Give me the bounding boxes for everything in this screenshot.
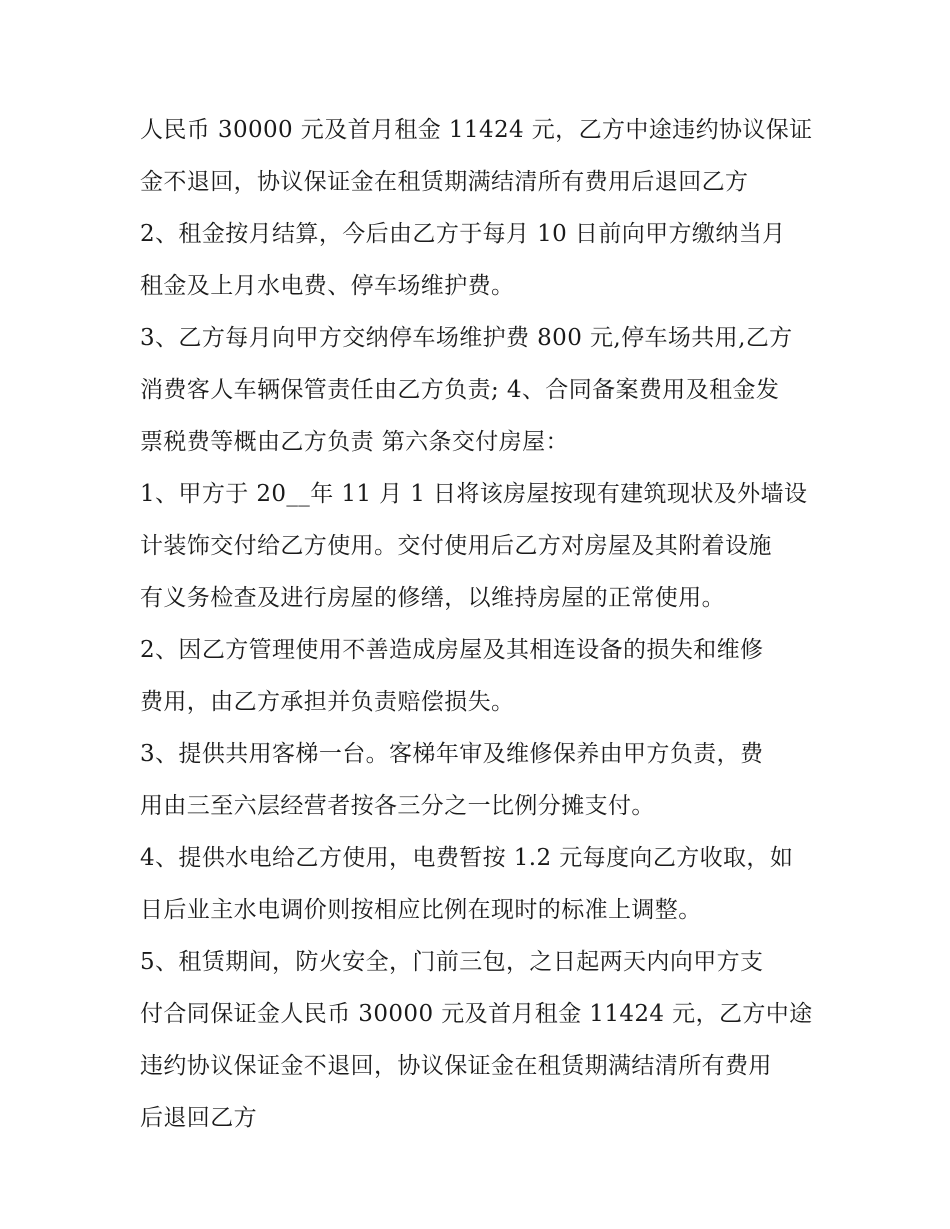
text-line: 4、提供水电给乙方使用，电费暂按 1.2 元每度向乙方收取，如 bbox=[140, 845, 794, 871]
text-line: 票税费等概由乙方负责 第六条交付房屋： bbox=[140, 429, 569, 455]
text-line: 违约协议保证金不退回，协议保证金在租赁期满结清所有费用 bbox=[140, 1053, 772, 1079]
text-line: 2、因乙方管理使用不善造成房屋及其相连设备的损失和维修 bbox=[140, 637, 764, 663]
text-line: 付合同保证金人民币 30000 元及首月租金 11424 元，乙方中途 bbox=[140, 1001, 813, 1027]
text-line: 后退回乙方 bbox=[140, 1105, 257, 1131]
text-line: 1、甲方于 20__年 11 月 1 日将该房屋按现有建筑现状及外墙设 bbox=[140, 481, 808, 507]
text-line: 消费客人车辆保管责任由乙方负责; 4、合同备案费用及租金发 bbox=[140, 377, 780, 403]
text-line: 3、提供共用客梯一台。客梯年审及维修保养由甲方负责，费 bbox=[140, 741, 764, 767]
text-line: 费用，由乙方承担并负责赔偿损失。 bbox=[140, 689, 515, 715]
text-line: 3、乙方每月向甲方交纳停车场维护费 800 元,停车场共用,乙方 bbox=[140, 325, 793, 351]
text-line: 2、租金按月结算，今后由乙方于每月 10 日前向甲方缴纳当月 bbox=[140, 221, 786, 247]
text-line: 有义务检查及进行房屋的修缮，以维持房屋的正常使用。 bbox=[140, 585, 725, 611]
text-line: 金不退回，协议保证金在租赁期满结清所有费用后退回乙方 bbox=[140, 169, 749, 195]
document-body bbox=[140, 104, 820, 1144]
text-line: 计装饰交付给乙方使用。交付使用后乙方对房屋及其附着设施 bbox=[140, 533, 772, 559]
text-line: 5、租赁期间，防火安全，门前三包，之日起两天内向甲方支 bbox=[140, 949, 764, 975]
text-line: 用由三至六层经营者按各三分之一比例分摊支付。 bbox=[140, 793, 655, 819]
text-line: 租金及上月水电费、停车场维护费。 bbox=[140, 273, 515, 299]
text-line: 人民币 30000 元及首月租金 11424 元，乙方中途违约协议保证 bbox=[140, 117, 813, 143]
text-line: 日后业主水电调价则按相应比例在现时的标准上调整。 bbox=[140, 897, 702, 923]
